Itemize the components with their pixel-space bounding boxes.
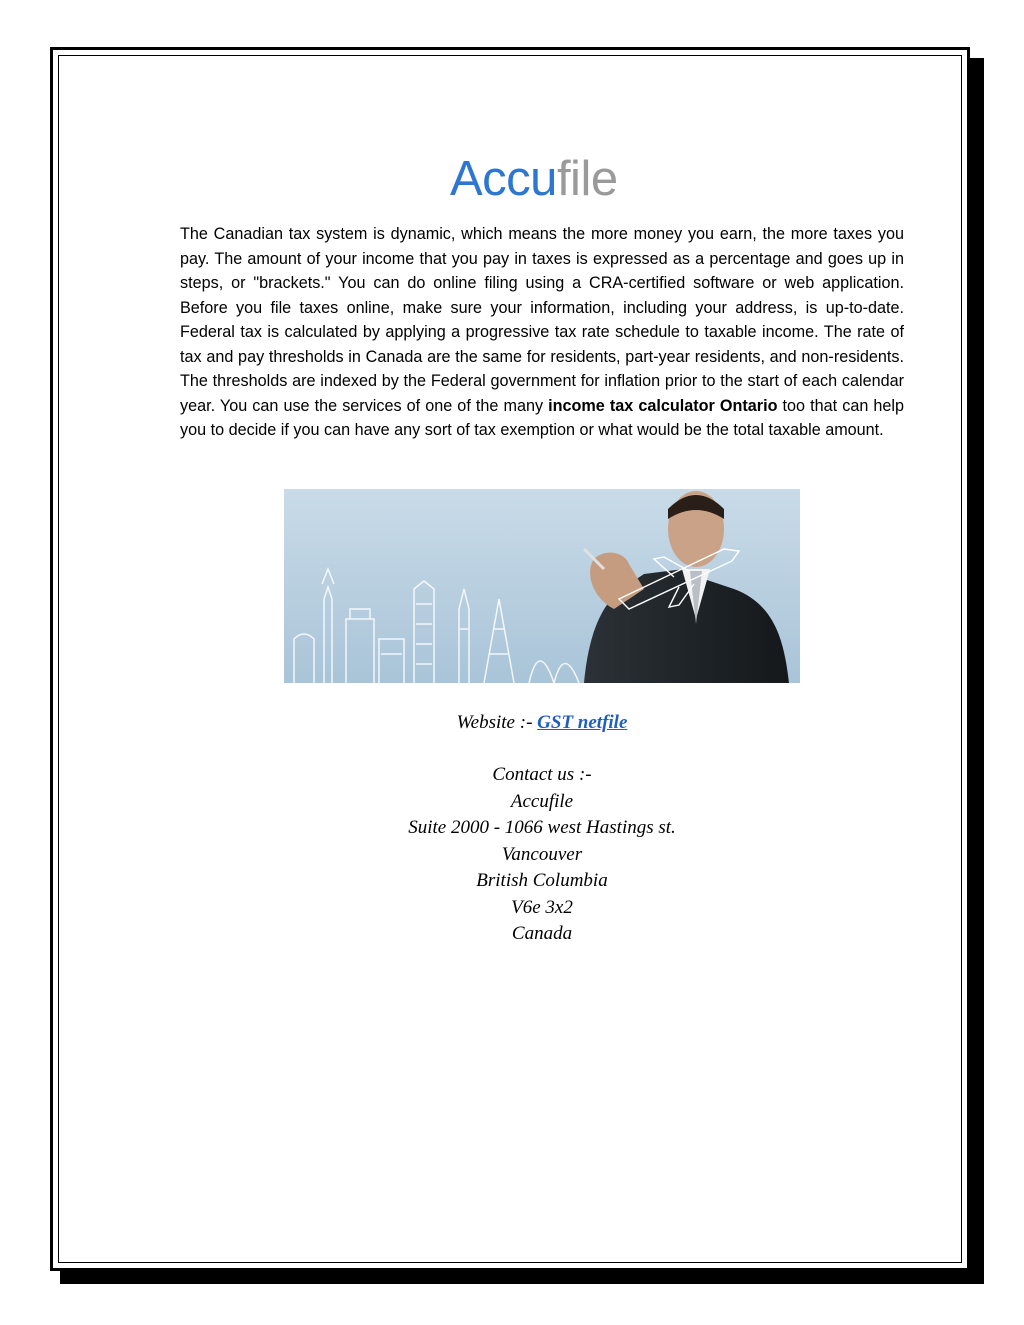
contact-line-address: Suite 2000 - 1066 west Hastings st. bbox=[408, 817, 676, 838]
gst-netfile-link[interactable]: GST netfile bbox=[537, 712, 628, 733]
paragraph-text-start: The Canadian tax system is dynamic, which means the more money you earn, the more taxes you pay. The amount of your income that you pay in taxes is expressed as a percentage and goes up in steps, or "brackets." You can do online filing using a CRA-certified software or web application. Before you file taxes online, make sure your information, including your address, is up-to-date. Federal tax is calculated by applying a progressive tax rate schedule to taxable income. The rate of tax and pay thresholds in Canada are the same for residents, part-year residents, and non-residents. The thresholds are indexed by the Federal government for inflation prior to the start of each calendar year. You can use the services of one of the many bbox=[180, 225, 904, 415]
logo-part-accu: Accu bbox=[450, 152, 557, 206]
body-paragraph bbox=[180, 222, 904, 443]
keyword-bold: income tax calculator Ontario bbox=[548, 396, 778, 415]
businessman-photo bbox=[284, 489, 800, 683]
contact-heading: Contact us :- bbox=[492, 764, 592, 785]
contact-line-company: Accufile bbox=[510, 790, 574, 812]
logo-part-file: file bbox=[556, 152, 618, 206]
website-line bbox=[300, 710, 784, 736]
paragraph-text-end: too that can help you to decide if you can have any sort of tax exemption or what would be the total taxable amount. bbox=[180, 396, 905, 439]
contact-line-postal-code: V6e 3x2 bbox=[511, 896, 573, 918]
contact-line-city: Vancouver bbox=[501, 843, 583, 865]
contact-block bbox=[300, 762, 784, 948]
contact-line-country: Canada bbox=[511, 923, 573, 944]
website-label: Website :- bbox=[456, 712, 538, 733]
accufile-logo bbox=[450, 148, 640, 210]
contact-line-province: British Columbia bbox=[476, 870, 608, 891]
businessman-drawing-airplane-icon bbox=[284, 489, 800, 683]
